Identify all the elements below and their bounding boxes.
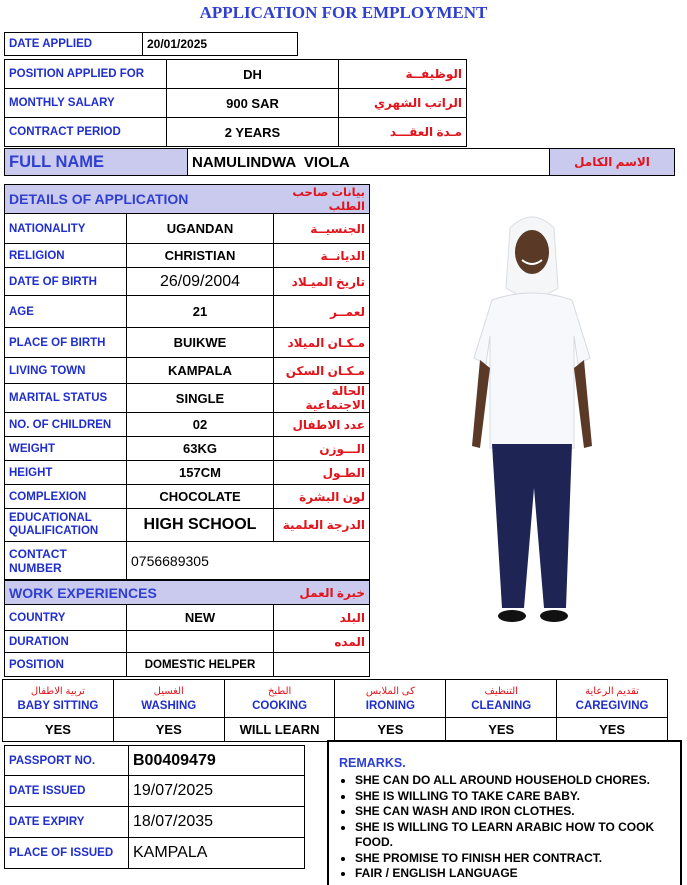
- skill-babysitting-value: YES: [3, 718, 114, 742]
- nationality-label: NATIONALITY: [5, 214, 127, 244]
- skill-babysitting-label: BABY SITTING: [17, 699, 99, 712]
- skill-cleaning-ar: التنظيف: [484, 685, 518, 697]
- education-label: EDUCATIONAL QUALIFICATION: [5, 509, 127, 542]
- date-applied-table: [4, 32, 298, 56]
- country-value: NEW: [127, 605, 274, 631]
- height-value: 157CM: [127, 461, 274, 485]
- work-position-ar: [274, 653, 370, 677]
- skills-table: [2, 679, 668, 742]
- work-position-value: DOMESTIC HELPER: [127, 653, 274, 677]
- duration-value: [127, 631, 274, 653]
- marital-ar: الحالة الاجتماعية: [274, 384, 370, 413]
- skill-washing: [113, 680, 224, 718]
- education-ar: الدرجة العلمية: [274, 509, 370, 542]
- skill-caregiving-label: CAREGIVING: [575, 699, 649, 712]
- remark-item: • SHE CAN DO ALL AROUND HOUSEHOLD CHORES.: [355, 773, 672, 789]
- place-issued-value: KAMPALA: [129, 838, 305, 869]
- religion-ar: الديانــة: [274, 244, 370, 268]
- skill-cleaning-value: YES: [446, 718, 557, 742]
- date-applied-value: 20/01/2025: [143, 33, 298, 56]
- duration-ar: المده: [274, 631, 370, 653]
- complexion-value: CHOCOLATE: [127, 485, 274, 509]
- remark-item: • SHE CAN WASH AND IRON CLOTHES.: [355, 804, 672, 820]
- skill-washing-label: WASHING: [141, 699, 197, 712]
- work-position-label: POSITION: [5, 653, 127, 677]
- full-name-ar: الاسم الكامل: [550, 149, 675, 176]
- applicant-photo: [462, 208, 604, 633]
- salary-value: 900 SAR: [167, 89, 339, 118]
- skill-ironing-label: IRONING: [365, 699, 415, 712]
- age-ar: لعمــر: [274, 296, 370, 328]
- remarks-list: [339, 773, 672, 882]
- work-header-ar: خبرة العمل: [274, 581, 370, 605]
- contract-ar: مـدة العقـــد: [339, 118, 467, 147]
- height-label: HEIGHT: [5, 461, 127, 485]
- date-applied-label: DATE APPLIED: [5, 33, 143, 56]
- complexion-label: COMPLEXION: [5, 485, 127, 509]
- children-value: 02: [127, 413, 274, 437]
- skill-cleaning-label: CLEANING: [471, 699, 532, 712]
- age-label: AGE: [5, 296, 127, 328]
- complexion-ar: لون البشرة: [274, 485, 370, 509]
- details-table: [4, 184, 370, 580]
- position-ar: الوظيفــة: [339, 60, 467, 89]
- work-table: [4, 580, 370, 677]
- skill-ironing-value: YES: [335, 718, 446, 742]
- living-town-label: LIVING TOWN: [5, 358, 127, 384]
- skill-babysitting-ar: تربية الاطفال: [30, 685, 85, 697]
- salary-ar: الراتب الشهري: [339, 89, 467, 118]
- remark-item: • SHE IS WILLING TO TAKE CARE BABY.: [355, 789, 672, 805]
- dob-value: 26/09/2004: [127, 268, 274, 296]
- remarks-box: [327, 740, 682, 885]
- skill-babysitting: [3, 680, 114, 718]
- skill-cooking-label: COOKING: [252, 699, 308, 712]
- contract-value: 2 YEARS: [167, 118, 339, 147]
- country-ar: البلد: [274, 605, 370, 631]
- dob-ar: تاريخ الميـلاد: [274, 268, 370, 296]
- living-town-ar: مـكـان السكن: [274, 358, 370, 384]
- date-issued-value: 19/07/2025: [129, 776, 305, 807]
- children-label: NO. OF CHILDREN: [5, 413, 127, 437]
- age-value: 21: [127, 296, 274, 328]
- position-value: DH: [167, 60, 339, 89]
- birthplace-label: PLACE OF BIRTH: [5, 328, 127, 358]
- contact-label: CONTACT NUMBER: [5, 542, 127, 580]
- details-header-ar: بيانات صاحب الطلب: [274, 185, 370, 214]
- work-header: WORK EXPERIENCES: [5, 581, 274, 605]
- remark-item: • FAIR / ENGLISH LANGUAGE: [355, 866, 672, 882]
- passport-no-label: PASSPORT NO.: [5, 746, 129, 776]
- religion-label: RELIGION: [5, 244, 127, 268]
- contact-value: 0756689305: [127, 542, 370, 580]
- applicant-photo-figure: [462, 208, 604, 633]
- place-issued-label: PLACE OF ISSUED: [5, 838, 129, 869]
- skill-caregiving-ar: تقديم الرعاية: [585, 685, 639, 697]
- date-issued-label: DATE ISSUED: [5, 776, 129, 807]
- skill-cooking-ar: الطبخ: [267, 685, 292, 697]
- skill-washing-ar: الغسيل: [153, 685, 184, 697]
- salary-label: MONTHLY SALARY: [5, 89, 167, 118]
- full-name-value: NAMULINDWA VIOLA: [188, 149, 550, 176]
- passport-table: [4, 745, 305, 869]
- skill-ironing: [335, 680, 446, 718]
- passport-no-value: B00409479: [129, 746, 305, 776]
- remark-item: • SHE IS WILLING TO LEARN ARABIC HOW TO COOK FOOD.: [355, 820, 672, 851]
- skill-cleaning: [446, 680, 557, 718]
- skill-caregiving-value: YES: [557, 718, 668, 742]
- duration-label: DURATION: [5, 631, 127, 653]
- weight-value: 63KG: [127, 437, 274, 461]
- remarks-title: REMARKS.: [339, 756, 406, 770]
- full-name-table: [4, 148, 675, 176]
- details-header: DETAILS OF APPLICATION: [5, 185, 274, 214]
- date-expiry-label: DATE EXPIRY: [5, 807, 129, 838]
- position-label: POSITION APPLIED FOR: [5, 60, 167, 89]
- marital-value: SINGLE: [127, 384, 274, 413]
- weight-ar: الـــوزن: [274, 437, 370, 461]
- remark-item: • SHE PROMISE TO FINISH HER CONTRACT.: [355, 851, 672, 867]
- country-label: COUNTRY: [5, 605, 127, 631]
- birthplace-ar: مـكـان الميلاد: [274, 328, 370, 358]
- height-ar: الطـول: [274, 461, 370, 485]
- skill-washing-value: YES: [113, 718, 224, 742]
- skill-cooking-value: WILL LEARN: [224, 718, 335, 742]
- nationality-ar: الجنسيــة: [274, 214, 370, 244]
- skill-ironing-ar: كى الملابس: [365, 685, 415, 697]
- weight-label: WEIGHT: [5, 437, 127, 461]
- marital-label: MARITAL STATUS: [5, 384, 127, 413]
- skill-caregiving: [557, 680, 668, 718]
- religion-value: CHRISTIAN: [127, 244, 274, 268]
- living-town-value: KAMPALA: [127, 358, 274, 384]
- page-title: APPLICATION FOR EMPLOYMENT: [199, 3, 488, 22]
- full-name-label: FULL NAME: [5, 149, 188, 176]
- education-value: HIGH SCHOOL: [127, 509, 274, 542]
- position-table: [4, 59, 467, 147]
- nationality-value: UGANDAN: [127, 214, 274, 244]
- birthplace-value: BUIKWE: [127, 328, 274, 358]
- skill-cooking: [224, 680, 335, 718]
- contract-label: CONTRACT PERIOD: [5, 118, 167, 147]
- date-expiry-value: 18/07/2035: [129, 807, 305, 838]
- children-ar: عدد الاطفال: [274, 413, 370, 437]
- dob-label: DATE OF BIRTH: [5, 268, 127, 296]
